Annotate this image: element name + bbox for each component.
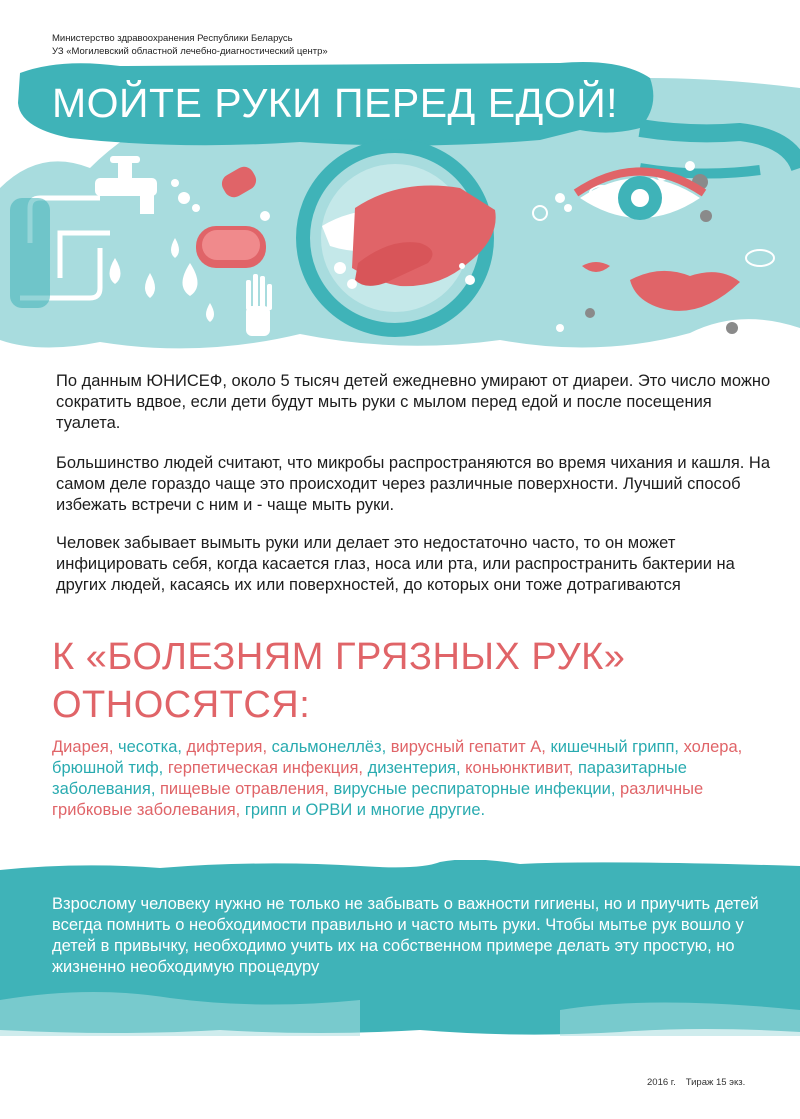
disease-item: грипп и ОРВИ и многие другие.	[244, 801, 486, 819]
disease-item: коньюнктивит,	[465, 759, 578, 777]
disease-item: герпетическая инфекция,	[167, 759, 368, 777]
disease-item: пищевые отравления,	[160, 780, 334, 798]
footer-year: 2016 г.	[647, 1077, 676, 1088]
center-name: УЗ «Могилевский областной лечебно-диагностический центр»	[52, 46, 328, 57]
intro-paragraph-1: По данным ЮНИСЕФ, около 5 тысяч детей ежедневно умирают от диареи. Это число можно сократить вдвое, если дети будут мыть руки с мылом перед едой и после посещения туалета.	[56, 372, 771, 432]
poster-title: МОЙТЕ РУКИ ПЕРЕД ЕДОЙ!	[52, 80, 619, 126]
diseases-heading-line-2: ОТНОСЯТСЯ:	[52, 684, 311, 726]
footer	[647, 1077, 745, 1088]
diseases-heading-line-1: К «БОЛЕЗНЯМ ГРЯЗНЫХ РУК»	[52, 636, 626, 678]
bottom-advice-paragraph: Взрослому человеку нужно не только не забывать о важности гигиены, но и приучить детей всегда помнить о необходимости правильно и часто мыть руки. Чтобы мытье рук вошло у детей в привычку, необходимо учить их на собственном примере делать эту простую, но жизненно необходимую процедуру	[52, 895, 759, 976]
disease-item: вирусные респираторные инфекции,	[333, 780, 621, 798]
disease-item: различные грибковые заболевания,	[52, 780, 704, 819]
footer-print-run: Тираж 15 экз.	[685, 1077, 746, 1088]
disease-item: паразитарные заболевания,	[52, 759, 687, 798]
disease-item: холера,	[683, 738, 743, 756]
ministry-name: Министерство здравоохранения Республики Беларусь	[52, 33, 293, 44]
diseases-list	[52, 737, 772, 821]
disease-item: кишечный грипп,	[550, 738, 684, 756]
disease-item: брюшной тиф,	[52, 759, 168, 777]
disease-item: Диарея,	[52, 738, 119, 756]
disease-item: чесотка,	[118, 738, 187, 756]
disease-item: сальмонеллёз,	[271, 738, 391, 756]
intro-paragraph-3: Человек забывает вымыть руки или делает это недостаточно часто, то он может инфицировать себя, когда касается глаз, носа или рта, или распространить бактерии на других людей, касаясь их или поверхностей, до которых они тоже дотрагиваются	[56, 534, 735, 594]
organization-header	[52, 32, 328, 58]
disease-item: дифтерия,	[186, 738, 272, 756]
disease-item: вирусный гепатит А,	[390, 738, 551, 756]
intro-paragraph-2: Большинство людей считают, что микробы распространяются во время чихания и кашля. На самом деле гораздо чаще это происходит через различные поверхности. Лучший способ избежать встречи с ним и - чаще мыть руки.	[56, 454, 771, 514]
disease-item: дизентерия,	[367, 759, 466, 777]
